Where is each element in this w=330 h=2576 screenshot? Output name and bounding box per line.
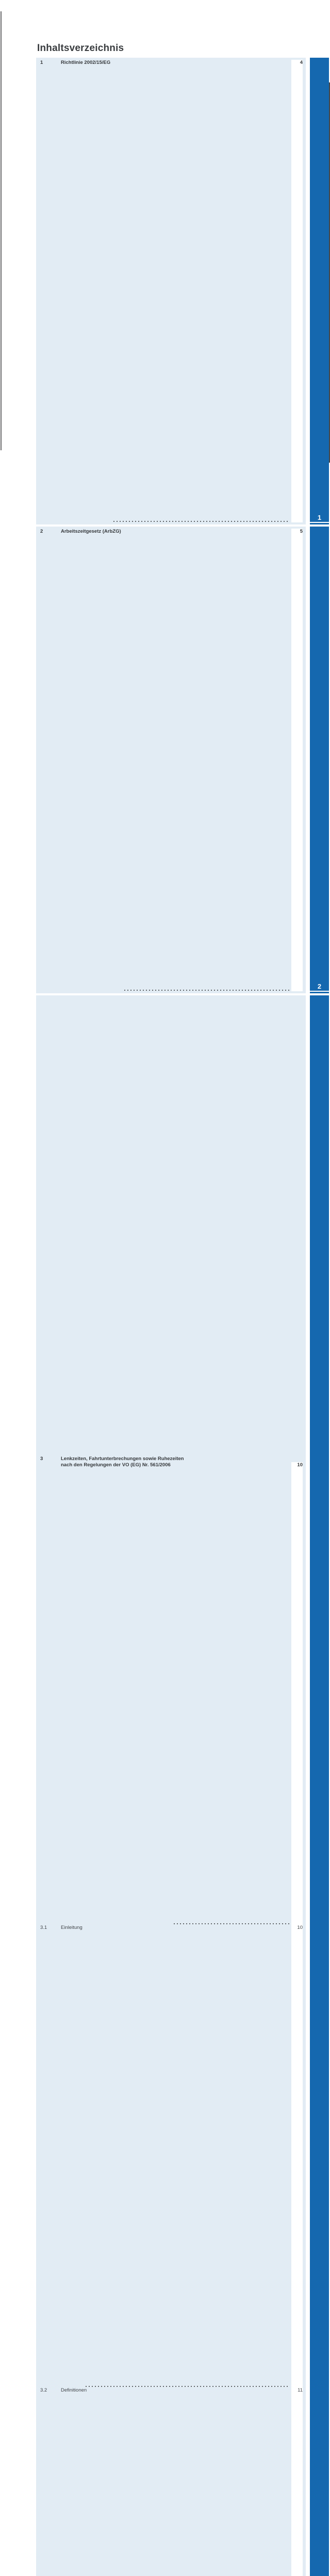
toc-blocks xyxy=(36,58,329,2576)
toc-section-2 xyxy=(36,527,306,993)
entry-page: 11 xyxy=(291,2387,303,2576)
toc-section-3 xyxy=(36,995,306,2576)
entry-page: 10 xyxy=(291,1925,303,2387)
toc-entry xyxy=(40,1925,303,2387)
toc-entry xyxy=(40,2387,303,2576)
toc-entry-line xyxy=(40,529,303,991)
entry-title: Definitionen xyxy=(61,2387,87,2394)
toc-entry xyxy=(40,997,303,1925)
entry-number: 3.2 xyxy=(40,2387,47,2394)
dot-leader xyxy=(173,1920,290,1925)
chapter-tab-label: 2 xyxy=(317,982,322,990)
entry-number: 3 xyxy=(40,1456,43,1462)
entry-title: Lenkzeiten, Fahrtunterbrechungen sowie Ruhezeiten xyxy=(61,1456,184,1462)
chapter-tab-label: 1 xyxy=(317,514,322,521)
toc-entry-line xyxy=(40,2387,303,2576)
entry-number: 3.1 xyxy=(40,1925,47,1931)
toc-entry-line xyxy=(40,1925,303,2387)
entry-title: Richtlinie 2002/15/EG xyxy=(61,60,111,65)
page-title: Inhaltsverzeichnis xyxy=(37,43,124,54)
toc-content xyxy=(36,43,329,2576)
toc-block xyxy=(36,995,329,2576)
toc-entry xyxy=(40,529,303,991)
entry-number: 1 xyxy=(40,60,43,65)
toc-section-1 xyxy=(36,58,306,524)
entry-page: 10 xyxy=(291,1462,303,1925)
toc-entry-line xyxy=(40,60,303,522)
chapter-tab-2 xyxy=(310,527,329,993)
chapter-tab-underline xyxy=(310,522,329,523)
toc-entry-line xyxy=(40,1462,303,1925)
scan-edge-left xyxy=(1,11,2,450)
entry-title: nach den Regelungen der VO (EG) Nr. 561/2006 xyxy=(61,1462,171,1468)
toc-block xyxy=(36,58,329,524)
entry-title: Arbeitszeitgesetz (ArbZG) xyxy=(61,529,121,534)
toc-block xyxy=(36,527,329,993)
entry-page: 4 xyxy=(291,60,303,522)
entry-number: 2 xyxy=(40,529,43,534)
dot-leader xyxy=(112,517,290,522)
entry-page: 5 xyxy=(291,529,303,991)
toc-entry xyxy=(40,60,303,522)
dot-leader xyxy=(123,986,290,991)
toc-entry-line xyxy=(40,997,303,1462)
chapter-tab-3 xyxy=(310,995,329,2576)
entry-title: Einleitung xyxy=(61,1925,82,1931)
chapter-tab-underline xyxy=(310,991,329,992)
chapter-tab-1 xyxy=(310,58,329,524)
dot-leader xyxy=(85,2382,290,2387)
